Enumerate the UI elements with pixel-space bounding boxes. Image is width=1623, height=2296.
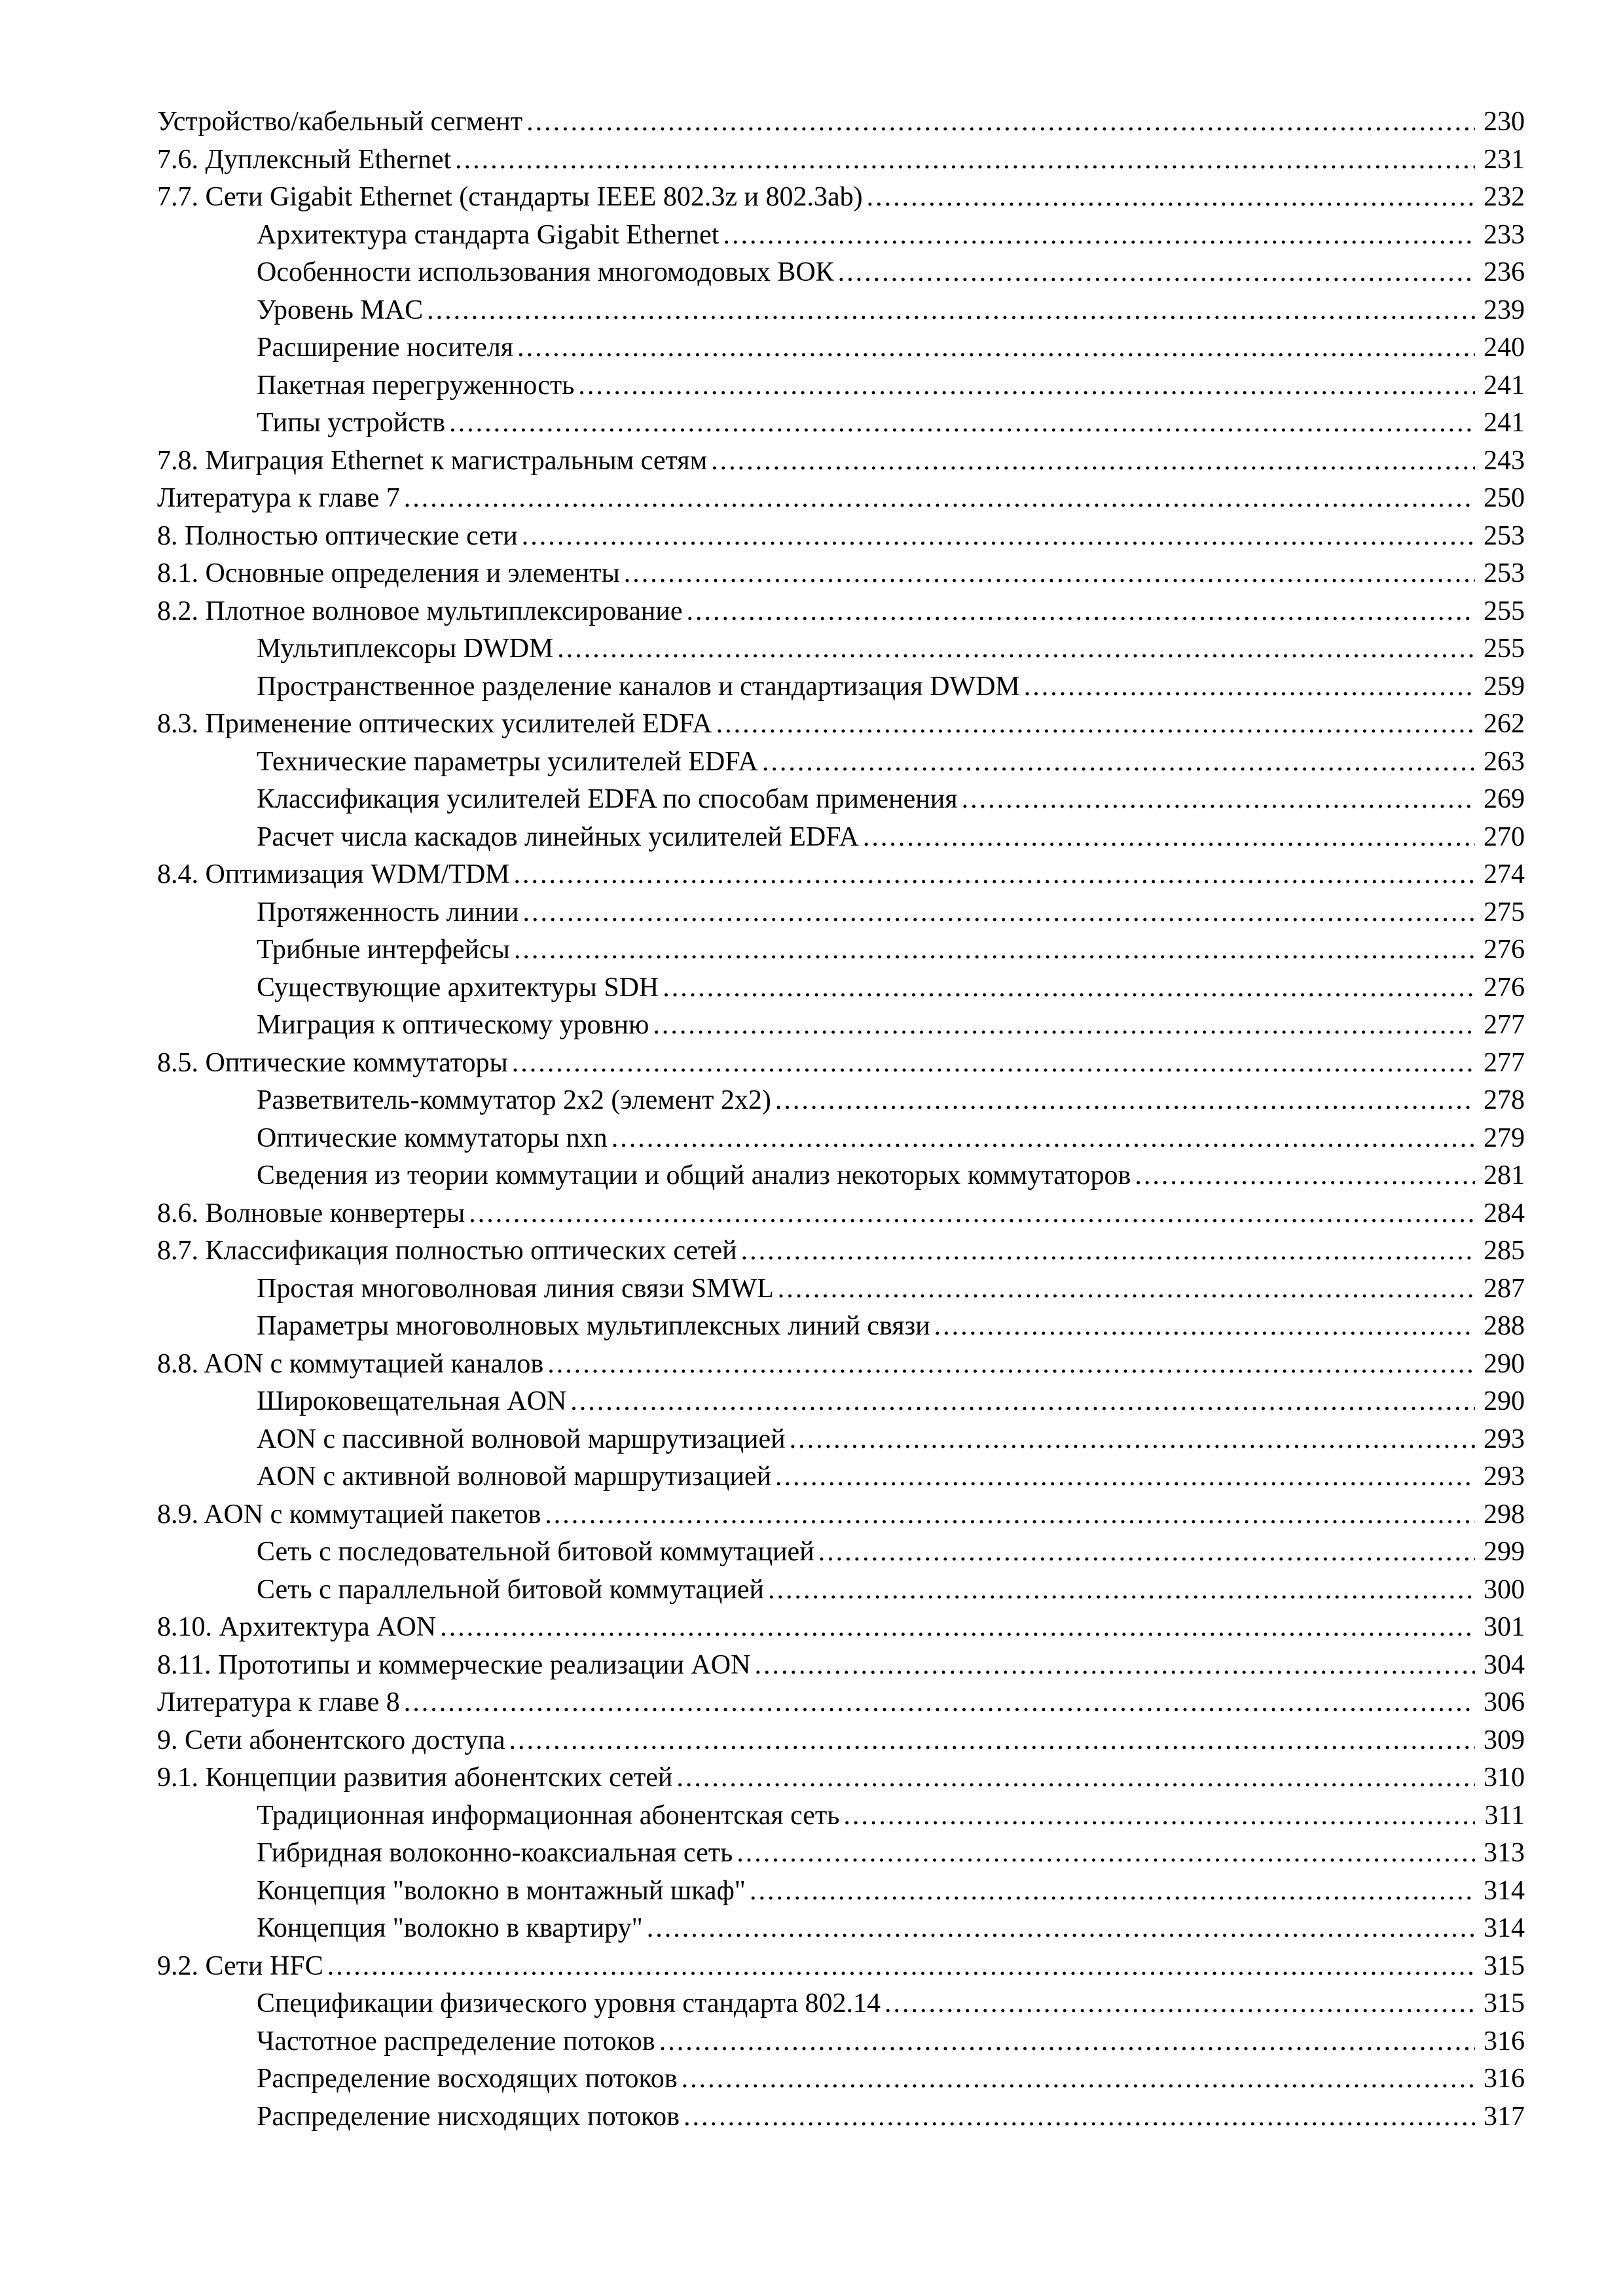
toc-entry (157, 1985, 1525, 2023)
toc-entry-page-number: 255 (1484, 596, 1525, 626)
toc-dot-leader (843, 1797, 1475, 1835)
toc-entry (157, 1270, 1525, 1308)
toc-entry (157, 1835, 1525, 1873)
toc-entry (157, 1082, 1525, 1120)
toc-entry-page-number: 255 (1484, 634, 1525, 664)
toc-dot-leader (754, 1647, 1475, 1685)
toc-dot-leader (653, 1007, 1475, 1045)
toc-entry-page-number: 288 (1484, 1311, 1525, 1341)
toc-entry-page-number: 290 (1484, 1348, 1525, 1379)
toc-entry (157, 1007, 1525, 1045)
toc-entry-page-number: 279 (1484, 1122, 1525, 1153)
toc-dot-leader (867, 179, 1475, 217)
toc-entry (157, 442, 1525, 480)
toc-entry-title: 7.6. Дуплексный Ethernet (157, 144, 452, 175)
toc-entry (157, 1308, 1525, 1346)
toc-entry (157, 179, 1525, 217)
toc-dot-leader (547, 1346, 1475, 1384)
toc-entry (157, 1759, 1525, 1797)
toc-entry-title: 8.9. AON с коммутацией пакетов (157, 1499, 541, 1530)
toc-entry-page-number: 259 (1484, 671, 1525, 702)
toc-entry-title: Простая многоволновая линия связи SMWL (257, 1273, 774, 1304)
toc-entry (157, 1684, 1525, 1722)
toc-entry-title: Классификация усилителей EDFA по способам применения (257, 784, 958, 814)
toc-dot-leader (775, 1458, 1475, 1496)
toc-entry-title: 7.8. Миграция Ethernet к магистральным сетям (157, 445, 708, 476)
toc-entry-title: Миграция к оптическому уровню (257, 1010, 649, 1040)
toc-entry (157, 1534, 1525, 1571)
toc-entry-title: 8.7. Классификация полностью оптических сетей (157, 1236, 737, 1266)
toc-entry (157, 1910, 1525, 1948)
toc-entry (157, 1421, 1525, 1459)
toc-dot-leader (884, 1985, 1475, 2023)
toc-entry (157, 1120, 1525, 1158)
toc-entry (157, 518, 1525, 556)
toc-entry (157, 630, 1525, 668)
toc-dot-leader (327, 1948, 1475, 1986)
toc-entry-page-number: 284 (1484, 1198, 1525, 1229)
toc-entry-title: Спецификации физического уровня стандарта 802.14 (257, 1988, 881, 2018)
toc-entry-title: Литература к главе 8 (157, 1687, 400, 1717)
toc-entry-page-number: 281 (1484, 1160, 1525, 1191)
toc-entry-page-number: 300 (1484, 1574, 1525, 1605)
toc-entry-title: 8.8. AON с коммутацией каналов (157, 1348, 544, 1379)
toc-entry-title: 9. Сети абонентского доступа (157, 1725, 505, 1755)
toc-entry (157, 856, 1525, 894)
toc-entry-title: Типы устройств (257, 408, 446, 438)
toc-entry-page-number: 253 (1484, 520, 1525, 551)
toc-entry-page-number: 311 (1484, 1800, 1525, 1831)
toc-entry (157, 2023, 1525, 2061)
toc-dot-leader (611, 1120, 1475, 1158)
toc-dot-leader (682, 2060, 1475, 2098)
toc-entry-title: Трибные интерфейсы (257, 935, 510, 965)
toc-entry-page-number: 277 (1484, 1010, 1525, 1040)
toc-entry (157, 1157, 1525, 1195)
toc-entry-title: Пространственное разделение каналов и стандартизация DWDM (257, 671, 1020, 702)
toc-entry-page-number: 290 (1484, 1386, 1525, 1416)
toc-dot-leader (663, 969, 1475, 1007)
toc-dot-leader (768, 1571, 1475, 1609)
toc-entry-title: 8.10. Архитектура AON (157, 1612, 437, 1642)
toc-entry-page-number: 233 (1484, 219, 1525, 250)
toc-entry-page-number: 298 (1484, 1499, 1525, 1530)
toc-dot-leader (578, 367, 1475, 405)
toc-entry-title: Параметры многоволновых мультиплексных линий связи (257, 1311, 930, 1341)
toc-entry (157, 1232, 1525, 1270)
toc-entry-title: 9.1. Концепции развития абонентских сетей (157, 1763, 673, 1793)
toc-dot-leader (522, 518, 1475, 556)
toc-entry-title: Устройство/кабельный сегмент (157, 107, 523, 137)
toc-entry-title: Протяженность линии (257, 897, 519, 927)
toc-entry-page-number: 241 (1484, 370, 1525, 401)
toc-entry-page-number: 299 (1484, 1537, 1525, 1567)
toc-dot-leader (545, 1496, 1475, 1534)
table-of-contents (157, 103, 1525, 2136)
toc-dot-leader (659, 2023, 1475, 2061)
toc-entry-page-number: 274 (1484, 859, 1525, 889)
toc-dot-leader (934, 1308, 1475, 1346)
toc-entry-title: 8.1. Основные определения и элементы (157, 558, 620, 588)
toc-dot-leader (514, 856, 1475, 894)
toc-entry-title: 8.5. Оптические коммутаторы (157, 1047, 508, 1078)
toc-entry-page-number: 239 (1484, 295, 1525, 325)
toc-dot-leader (509, 1722, 1475, 1760)
toc-dot-leader (684, 2098, 1475, 2136)
toc-entry-title: 7.7. Сети Gigabit Ethernet (стандарты IEEE 802.3z и 802.3ab) (157, 182, 863, 212)
toc-entry-page-number: 277 (1484, 1047, 1525, 1078)
toc-entry (157, 1195, 1525, 1233)
toc-dot-leader (469, 1195, 1475, 1233)
toc-entry-title: AON с активной волновой маршрутизацией (257, 1462, 772, 1492)
toc-entry-page-number: 263 (1484, 746, 1525, 777)
toc-entry-title: Оптические коммутаторы nxn (257, 1122, 608, 1153)
toc-entry-page-number: 317 (1484, 2101, 1525, 2132)
toc-entry (157, 1458, 1525, 1496)
toc-entry (157, 1647, 1525, 1685)
toc-entry-page-number: 316 (1484, 2026, 1525, 2056)
toc-entry (157, 1346, 1525, 1384)
toc-entry-title: Широковещательная AON (257, 1386, 567, 1416)
toc-entry-title: Существующие архитектуры SDH (257, 972, 659, 1003)
toc-entry-title: Технические параметры усилителей EDFA (257, 746, 758, 777)
toc-entry-title: Распределение нисходящих потоков (257, 2101, 680, 2132)
toc-entry-page-number: 314 (1484, 1875, 1525, 1906)
toc-entry-page-number: 316 (1484, 2064, 1525, 2094)
toc-entry-title: Литература к главе 7 (157, 483, 400, 513)
toc-entry-title: 8.11. Прототипы и коммерческие реализации AON (157, 1649, 751, 1680)
toc-entry (157, 2060, 1525, 2098)
toc-dot-leader (676, 1759, 1475, 1797)
toc-dot-leader (512, 1045, 1475, 1083)
toc-entry (157, 706, 1525, 744)
toc-dot-leader (514, 931, 1475, 969)
toc-dot-leader (1135, 1157, 1475, 1195)
toc-entry-page-number: 232 (1484, 182, 1525, 212)
toc-entry (157, 103, 1525, 141)
toc-entry-title: Сеть с параллельной битовой коммутацией (257, 1574, 764, 1605)
toc-entry-page-number: 276 (1484, 935, 1525, 965)
toc-entry (157, 329, 1525, 367)
toc-entry-title: Традиционная информационная абонентская сеть (257, 1800, 840, 1831)
toc-dot-leader (863, 819, 1475, 857)
toc-entry-page-number: 236 (1484, 257, 1525, 287)
toc-entry-page-number: 243 (1484, 445, 1525, 476)
toc-entry-page-number: 262 (1484, 709, 1525, 739)
toc-dot-leader (455, 141, 1475, 179)
toc-entry (157, 254, 1525, 292)
toc-entry-title: 8.2. Плотное волновое мультиплексирование (157, 596, 683, 626)
toc-dot-leader (526, 103, 1475, 141)
toc-entry-title: Расширение носителя (257, 332, 514, 363)
toc-entry-page-number: 230 (1484, 107, 1525, 137)
toc-entry-title: 9.2. Сети HFC (157, 1950, 323, 1981)
toc-entry (157, 819, 1525, 857)
toc-entry (157, 969, 1525, 1007)
toc-dot-leader (711, 442, 1475, 480)
toc-dot-leader (427, 292, 1475, 330)
toc-entry-page-number: 250 (1484, 483, 1525, 513)
toc-dot-leader (741, 1232, 1475, 1270)
toc-dot-leader (962, 781, 1475, 819)
toc-entry-title: Сведения из теории коммутации и общий анализ некоторых коммутаторов (257, 1160, 1131, 1191)
toc-entry (157, 2098, 1525, 2136)
toc-dot-leader (404, 480, 1475, 518)
toc-entry-title: Архитектура стандарта Gigabit Ethernet (257, 219, 720, 250)
toc-entry-page-number: 275 (1484, 897, 1525, 927)
toc-entry-page-number: 270 (1484, 821, 1525, 852)
toc-entry (157, 894, 1525, 932)
toc-dot-leader (404, 1684, 1475, 1722)
toc-dot-leader (750, 1873, 1475, 1910)
toc-entry-title: Гибридная волоконно-коаксиальная сеть (257, 1838, 733, 1868)
toc-entry-title: 8. Полностью оптические сети (157, 520, 518, 551)
toc-entry (157, 781, 1525, 819)
toc-entry (157, 744, 1525, 781)
toc-entry-page-number: 314 (1484, 1913, 1525, 1943)
toc-entry (157, 1722, 1525, 1760)
toc-entry-title: Пакетная перегруженность (257, 370, 575, 401)
toc-dot-leader (687, 593, 1476, 631)
toc-entry-page-number: 293 (1484, 1424, 1525, 1454)
toc-entry-page-number: 253 (1484, 558, 1525, 588)
toc-entry-page-number: 231 (1484, 144, 1525, 175)
toc-entry-page-number: 315 (1484, 1950, 1525, 1981)
toc-entry (157, 367, 1525, 405)
toc-entry-title: 8.3. Применение оптических усилителей EDFA (157, 709, 712, 739)
toc-entry-title: Расчет числа каскадов линейных усилителей EDFA (257, 821, 859, 852)
toc-entry-page-number: 240 (1484, 332, 1525, 363)
toc-entry-page-number: 315 (1484, 1988, 1525, 2018)
toc-entry-page-number: 293 (1484, 1462, 1525, 1492)
toc-entry-page-number: 241 (1484, 408, 1525, 438)
toc-entry-title: 8.6. Волновые конвертеры (157, 1198, 465, 1229)
toc-dot-leader (818, 1534, 1475, 1571)
toc-entry (157, 593, 1525, 631)
toc-entry-title: Концепция "волокно в квартиру" (257, 1913, 643, 1943)
toc-dot-leader (557, 630, 1475, 668)
toc-entry-title: AON с пассивной волновой маршрутизацией (257, 1424, 786, 1454)
toc-entry (157, 1797, 1525, 1835)
toc-entry-title: Частотное распределение потоков (257, 2026, 655, 2056)
toc-entry (157, 555, 1525, 593)
toc-entry (157, 292, 1525, 330)
toc-dot-leader (790, 1421, 1475, 1459)
toc-dot-leader (778, 1270, 1475, 1308)
toc-dot-leader (647, 1910, 1475, 1948)
toc-dot-leader (838, 254, 1475, 292)
toc-entry (157, 141, 1525, 179)
toc-dot-leader (723, 217, 1475, 255)
toc-entry (157, 1045, 1525, 1083)
toc-dot-leader (716, 706, 1475, 744)
toc-entry-page-number: 285 (1484, 1236, 1525, 1266)
toc-dot-leader (517, 329, 1475, 367)
toc-entry-page-number: 310 (1484, 1763, 1525, 1793)
toc-entry-page-number: 306 (1484, 1687, 1525, 1717)
toc-entry (157, 668, 1525, 706)
toc-entry-page-number: 313 (1484, 1838, 1525, 1868)
toc-entry-page-number: 269 (1484, 784, 1525, 814)
toc-entry-title: Концепция "волокно в монтажный шкаф" (257, 1875, 746, 1906)
toc-entry-page-number: 276 (1484, 972, 1525, 1003)
toc-dot-leader (523, 894, 1475, 932)
toc-entry (157, 217, 1525, 255)
toc-entry (157, 931, 1525, 969)
toc-dot-leader (1024, 668, 1475, 706)
toc-dot-leader (624, 555, 1475, 593)
toc-entry-title: Мультиплексоры DWDM (257, 634, 554, 664)
toc-entry-page-number: 301 (1484, 1612, 1525, 1642)
toc-entry-page-number: 287 (1484, 1273, 1525, 1304)
toc-entry-page-number: 309 (1484, 1725, 1525, 1755)
toc-entry (157, 1571, 1525, 1609)
toc-entry-title: Распределение восходящих потоков (257, 2064, 678, 2094)
toc-entry (157, 404, 1525, 442)
toc-entry-title: Уровень MAC (257, 295, 424, 325)
toc-entry (157, 1873, 1525, 1910)
toc-entry-page-number: 278 (1484, 1085, 1525, 1115)
toc-entry-title: Сеть с последовательной битовой коммутацией (257, 1537, 814, 1567)
toc-dot-leader (440, 1609, 1475, 1647)
toc-dot-leader (737, 1835, 1475, 1873)
toc-entry (157, 1609, 1525, 1647)
toc-entry-title: 8.4. Оптимизация WDM/TDM (157, 859, 510, 889)
toc-dot-leader (762, 744, 1475, 781)
toc-entry (157, 1496, 1525, 1534)
toc-entry-title: Разветвитель-коммутатор 2x2 (элемент 2x2) (257, 1085, 771, 1115)
toc-entry (157, 480, 1525, 518)
toc-entry-page-number: 304 (1484, 1649, 1525, 1680)
toc-entry-title: Особенности использования многомодовых ВОК (257, 257, 834, 287)
toc-entry (157, 1948, 1525, 1986)
toc-dot-leader (775, 1082, 1475, 1120)
toc-entry (157, 1383, 1525, 1421)
toc-dot-leader (449, 404, 1475, 442)
toc-dot-leader (570, 1383, 1475, 1421)
